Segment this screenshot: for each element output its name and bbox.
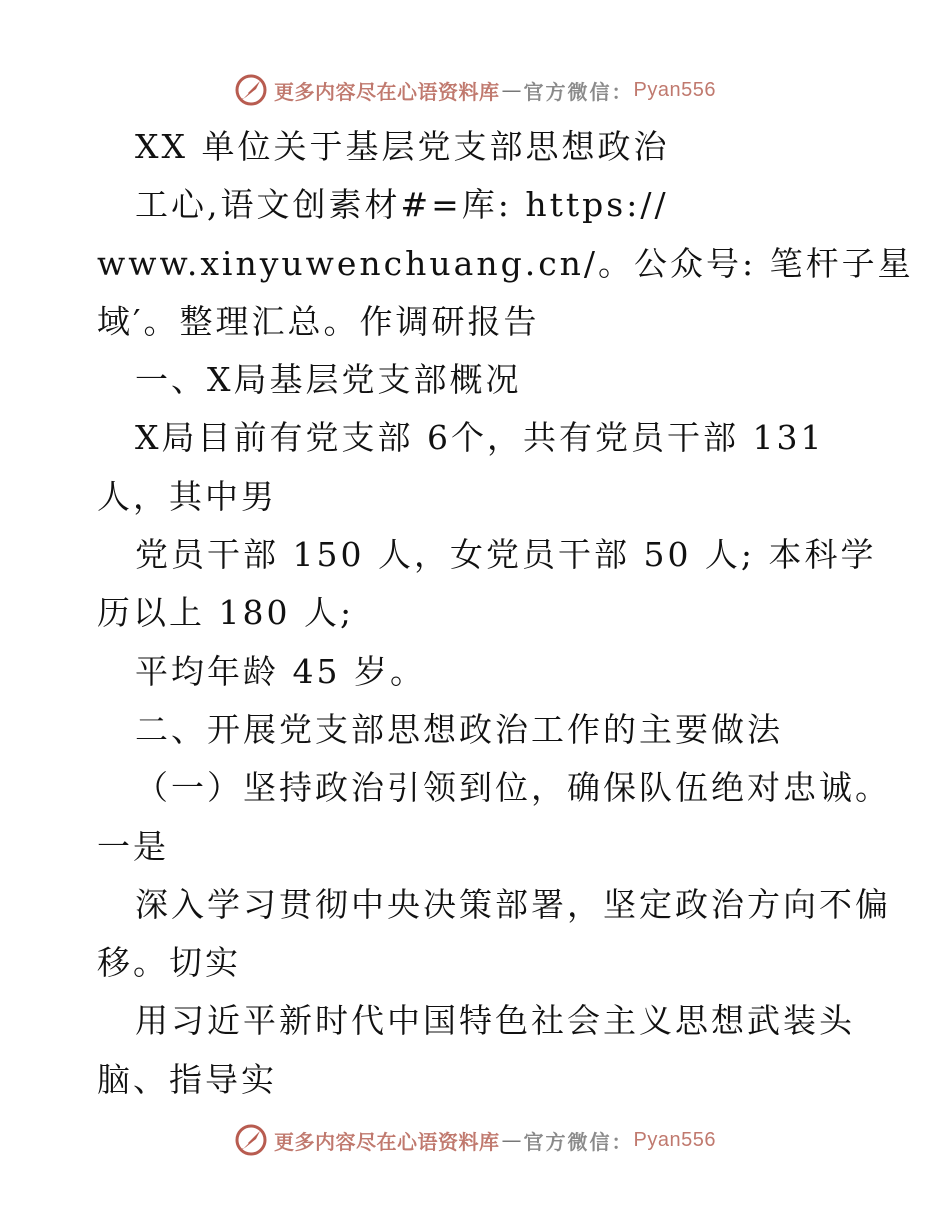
subsection-heading: （一）坚持政治引领到位，确保队伍绝对忠诚。 — [135, 768, 891, 808]
text-line: 历以上 180 人; — [97, 593, 355, 633]
banner-wechat-id: Pyan556 — [633, 1128, 716, 1151]
section-heading: 二、开展党支部思想政治工作的主要做法 — [135, 709, 783, 749]
footer-banner — [0, 1120, 950, 1160]
banner-wechat-id: Pyan556 — [633, 78, 716, 101]
text-line: 移。切实 — [97, 943, 241, 983]
section-heading: 一、X局基层党支部概况 — [135, 360, 522, 400]
header-banner — [0, 70, 950, 110]
text-line: 人，其中男 — [97, 476, 277, 516]
document-title-line: XX 单位关于基层党支部思想政治 — [135, 127, 670, 166]
text-line: 平均年龄 45 岁。 — [135, 651, 426, 691]
banner-dash: — — [501, 1128, 522, 1152]
text-line: 脑、指导实 — [97, 1059, 277, 1099]
text-line: 党员干部 150 人，女党员干部 50 人; 本科学 — [135, 535, 877, 575]
text-line: 域′。整理汇总。作调研报告 — [97, 301, 540, 341]
banner-slogan: 更多内容尽在心语资料库 — [274, 79, 500, 104]
banner-dash: — — [501, 78, 522, 102]
text-line: 工心,语文创素材#=库: https:// — [135, 185, 669, 225]
quill-pen-logo-icon — [234, 1123, 268, 1157]
banner-slogan: 更多内容尽在心语资料库 — [274, 1129, 500, 1154]
banner-official-label: 官方微信： — [523, 79, 634, 104]
text-line: 深入学习贯彻中央决策部署，坚定政治方向不偏 — [135, 884, 891, 924]
text-line: www.xinyuwenchuang.cn/。公众号: 笔杆子星 — [97, 243, 914, 283]
text-line: 一是 — [97, 826, 169, 866]
banner-official-label: 官方微信： — [523, 1129, 634, 1154]
document-body — [97, 118, 914, 1109]
quill-pen-logo-icon — [234, 73, 268, 107]
text-line: 用习近平新时代中国特色社会主义思想武装头 — [135, 1001, 855, 1041]
text-line: X局目前有党支部 6个，共有党员干部 131 — [135, 418, 825, 458]
